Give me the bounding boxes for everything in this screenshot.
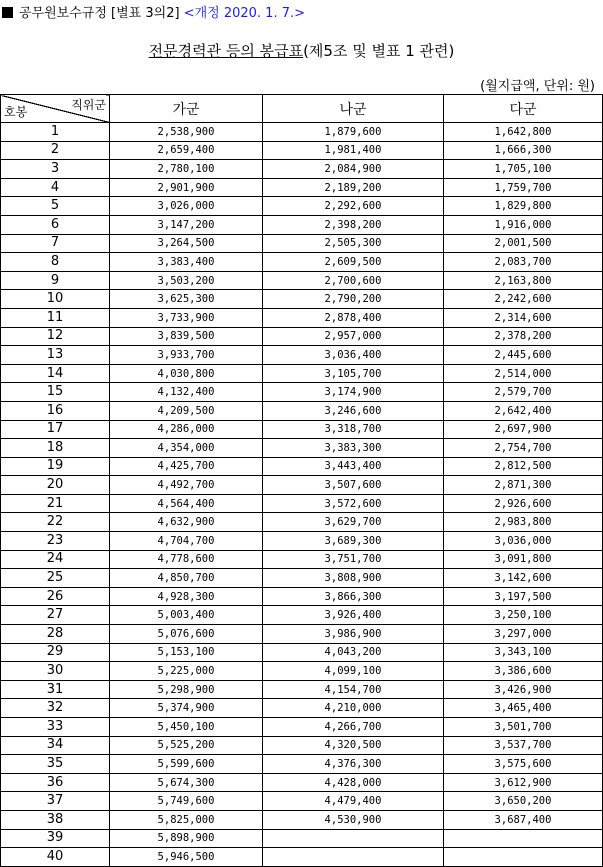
salary-cell: 5,374,900	[110, 699, 263, 718]
salary-cell: 2,780,100	[110, 160, 263, 179]
grade-cell: 35	[1, 755, 110, 774]
grade-cell: 37	[1, 792, 110, 811]
table-row	[1, 680, 603, 699]
grade-cell: 34	[1, 736, 110, 755]
salary-cell: 4,210,000	[263, 699, 444, 718]
salary-cell: 1,829,800	[444, 197, 603, 216]
table-row	[1, 141, 603, 160]
table-row	[1, 123, 603, 142]
salary-cell: 3,575,600	[444, 755, 603, 774]
salary-table-body	[1, 123, 603, 867]
salary-cell: 3,383,400	[110, 253, 263, 272]
salary-cell: 3,839,500	[110, 327, 263, 346]
salary-cell: 3,808,900	[263, 569, 444, 588]
salary-cell: 3,147,200	[110, 215, 263, 234]
salary-cell: 3,383,300	[263, 439, 444, 458]
salary-cell: 1,981,400	[263, 141, 444, 160]
table-row	[1, 643, 603, 662]
table-row	[1, 401, 603, 420]
table-row	[1, 569, 603, 588]
salary-cell: 5,898,900	[110, 829, 263, 848]
table-row	[1, 755, 603, 774]
grade-cell: 23	[1, 532, 110, 551]
grade-cell: 15	[1, 383, 110, 402]
salary-cell: 5,946,500	[110, 848, 263, 867]
table-row	[1, 215, 603, 234]
salary-cell: 2,505,300	[263, 234, 444, 253]
salary-cell: 2,445,600	[444, 346, 603, 365]
table-row	[1, 736, 603, 755]
table-row	[1, 234, 603, 253]
salary-cell: 3,733,900	[110, 308, 263, 327]
grade-cell: 18	[1, 439, 110, 458]
salary-cell: 2,754,700	[444, 439, 603, 458]
salary-cell: 4,286,000	[110, 420, 263, 439]
salary-cell: 4,428,000	[263, 773, 444, 792]
salary-cell: 2,659,400	[110, 141, 263, 160]
corner-header-cell	[1, 95, 110, 123]
grade-cell: 31	[1, 680, 110, 699]
salary-cell: 4,154,700	[263, 680, 444, 699]
salary-cell: 5,599,600	[110, 755, 263, 774]
salary-cell: 3,465,400	[444, 699, 603, 718]
table-row	[1, 513, 603, 532]
table-row	[1, 253, 603, 272]
grade-cell: 14	[1, 364, 110, 383]
table-row	[1, 383, 603, 402]
grade-cell: 8	[1, 253, 110, 272]
salary-cell: 4,850,700	[110, 569, 263, 588]
salary-cell: 2,083,700	[444, 253, 603, 272]
grade-cell: 27	[1, 606, 110, 625]
table-row	[1, 532, 603, 551]
page-title	[0, 40, 603, 61]
grade-cell: 36	[1, 773, 110, 792]
salary-cell: 3,687,400	[444, 810, 603, 829]
salary-cell: 4,354,000	[110, 439, 263, 458]
table-row	[1, 420, 603, 439]
salary-cell: 3,689,300	[263, 532, 444, 551]
salary-cell: 4,492,700	[110, 476, 263, 495]
grade-cell: 24	[1, 550, 110, 569]
grade-cell: 13	[1, 346, 110, 365]
salary-cell: 2,378,200	[444, 327, 603, 346]
salary-cell: 4,632,900	[110, 513, 263, 532]
table-row	[1, 494, 603, 513]
grade-cell: 12	[1, 327, 110, 346]
salary-cell: 3,386,600	[444, 662, 603, 681]
corner-top-label: 직위군	[71, 98, 106, 112]
salary-cell: 3,612,900	[444, 773, 603, 792]
salary-cell: 5,749,600	[110, 792, 263, 811]
salary-cell: 3,036,400	[263, 346, 444, 365]
grade-cell: 4	[1, 178, 110, 197]
grade-cell: 16	[1, 401, 110, 420]
table-row	[1, 587, 603, 606]
salary-cell: 4,564,400	[110, 494, 263, 513]
salary-cell: 3,026,000	[110, 197, 263, 216]
salary-cell: 5,298,900	[110, 680, 263, 699]
salary-cell: 4,376,300	[263, 755, 444, 774]
salary-cell: 5,003,400	[110, 606, 263, 625]
grade-cell: 30	[1, 662, 110, 681]
salary-cell: 2,579,700	[444, 383, 603, 402]
salary-cell: 3,866,300	[263, 587, 444, 606]
salary-cell: 3,933,700	[110, 346, 263, 365]
column-header-na: 나군	[263, 95, 444, 123]
table-row	[1, 792, 603, 811]
unit-note: (월지급액, 단위: 원)	[480, 79, 595, 94]
salary-table	[0, 94, 603, 867]
table-row	[1, 457, 603, 476]
salary-cell: 5,450,100	[110, 718, 263, 737]
regulation-name: 공무원보수규정	[19, 6, 107, 21]
table-row	[1, 625, 603, 644]
salary-cell: 3,507,600	[263, 476, 444, 495]
salary-cell: 3,986,900	[263, 625, 444, 644]
salary-cell: 3,426,900	[444, 680, 603, 699]
salary-cell: 3,343,100	[444, 643, 603, 662]
grade-cell: 38	[1, 810, 110, 829]
salary-cell: 3,264,500	[110, 234, 263, 253]
salary-cell: 3,174,900	[263, 383, 444, 402]
salary-cell: 2,538,900	[110, 123, 263, 142]
salary-cell: 2,609,500	[263, 253, 444, 272]
grade-cell: 26	[1, 587, 110, 606]
corner-bottom-label: 호봉	[4, 105, 28, 119]
salary-cell: 4,266,700	[263, 718, 444, 737]
grade-cell: 21	[1, 494, 110, 513]
salary-cell: 4,704,700	[110, 532, 263, 551]
grade-cell: 20	[1, 476, 110, 495]
table-row	[1, 178, 603, 197]
salary-cell: 1,759,700	[444, 178, 603, 197]
salary-cell: 3,250,100	[444, 606, 603, 625]
table-row	[1, 476, 603, 495]
salary-cell: 2,812,500	[444, 457, 603, 476]
salary-cell: 5,674,300	[110, 773, 263, 792]
salary-cell: 5,825,000	[110, 810, 263, 829]
table-row	[1, 197, 603, 216]
table-row	[1, 699, 603, 718]
salary-cell: 2,514,000	[444, 364, 603, 383]
grade-cell: 5	[1, 197, 110, 216]
grade-cell: 1	[1, 123, 110, 142]
table-header-row	[1, 95, 603, 123]
salary-cell: 4,099,100	[263, 662, 444, 681]
revision-note[interactable]: <개정 2020. 1. 7.>	[183, 6, 306, 21]
salary-cell: 2,901,900	[110, 178, 263, 197]
grade-cell: 2	[1, 141, 110, 160]
salary-cell: 3,501,700	[444, 718, 603, 737]
salary-cell: 3,142,600	[444, 569, 603, 588]
salary-cell: 2,189,200	[263, 178, 444, 197]
title-main: 전문경력관 등의 봉급표	[148, 42, 304, 60]
grade-cell: 17	[1, 420, 110, 439]
grade-cell: 40	[1, 848, 110, 867]
salary-cell: 3,537,700	[444, 736, 603, 755]
grade-cell: 19	[1, 457, 110, 476]
table-row	[1, 662, 603, 681]
salary-cell: 2,398,200	[263, 215, 444, 234]
salary-cell: 2,790,200	[263, 290, 444, 309]
table-row	[1, 327, 603, 346]
salary-cell: 5,153,100	[110, 643, 263, 662]
salary-cell: 3,625,300	[110, 290, 263, 309]
grade-cell: 10	[1, 290, 110, 309]
salary-cell: 3,751,700	[263, 550, 444, 569]
salary-cell	[263, 829, 444, 848]
table-row	[1, 160, 603, 179]
salary-cell: 4,778,600	[110, 550, 263, 569]
document-header	[2, 2, 305, 21]
salary-cell: 2,314,600	[444, 308, 603, 327]
salary-cell: 2,957,000	[263, 327, 444, 346]
salary-cell: 3,318,700	[263, 420, 444, 439]
salary-cell: 4,479,400	[263, 792, 444, 811]
annex-label: [별표 3의2]	[111, 6, 180, 21]
salary-cell: 1,705,100	[444, 160, 603, 179]
salary-cell: 4,425,700	[110, 457, 263, 476]
salary-cell: 3,503,200	[110, 271, 263, 290]
salary-cell: 4,928,300	[110, 587, 263, 606]
salary-cell: 2,084,900	[263, 160, 444, 179]
salary-cell: 5,525,200	[110, 736, 263, 755]
salary-cell: 1,666,300	[444, 141, 603, 160]
grade-cell: 3	[1, 160, 110, 179]
salary-cell: 3,297,000	[444, 625, 603, 644]
grade-cell: 39	[1, 829, 110, 848]
grade-cell: 11	[1, 308, 110, 327]
table-row	[1, 346, 603, 365]
salary-cell: 2,163,800	[444, 271, 603, 290]
salary-cell: 2,642,400	[444, 401, 603, 420]
salary-cell: 2,871,300	[444, 476, 603, 495]
salary-cell: 3,443,400	[263, 457, 444, 476]
salary-cell: 2,700,600	[263, 271, 444, 290]
table-row	[1, 606, 603, 625]
salary-cell: 2,292,600	[263, 197, 444, 216]
table-row	[1, 439, 603, 458]
grade-cell: 6	[1, 215, 110, 234]
table-row	[1, 718, 603, 737]
salary-cell: 1,916,000	[444, 215, 603, 234]
title-suffix: (제5조 및 별표 1 관련)	[303, 42, 455, 60]
salary-cell: 2,242,600	[444, 290, 603, 309]
grade-cell: 32	[1, 699, 110, 718]
table-row	[1, 308, 603, 327]
salary-cell: 3,036,000	[444, 532, 603, 551]
salary-cell: 5,225,000	[110, 662, 263, 681]
salary-cell: 4,320,500	[263, 736, 444, 755]
grade-cell: 7	[1, 234, 110, 253]
grade-cell: 33	[1, 718, 110, 737]
salary-cell: 3,926,400	[263, 606, 444, 625]
salary-cell: 1,879,600	[263, 123, 444, 142]
salary-cell: 2,001,500	[444, 234, 603, 253]
salary-cell: 3,572,600	[263, 494, 444, 513]
salary-cell: 3,629,700	[263, 513, 444, 532]
black-square-icon	[2, 7, 13, 18]
table-row	[1, 364, 603, 383]
table-row	[1, 773, 603, 792]
salary-cell: 3,246,600	[263, 401, 444, 420]
column-header-ga: 가군	[110, 95, 263, 123]
grade-cell: 29	[1, 643, 110, 662]
salary-cell: 4,209,500	[110, 401, 263, 420]
salary-cell: 4,530,900	[263, 810, 444, 829]
salary-cell: 2,697,900	[444, 420, 603, 439]
grade-cell: 28	[1, 625, 110, 644]
grade-cell: 22	[1, 513, 110, 532]
table-row	[1, 829, 603, 848]
table-row	[1, 290, 603, 309]
salary-cell: 3,091,800	[444, 550, 603, 569]
salary-cell: 3,105,700	[263, 364, 444, 383]
salary-cell: 1,642,800	[444, 123, 603, 142]
grade-cell: 25	[1, 569, 110, 588]
salary-cell: 3,197,500	[444, 587, 603, 606]
salary-cell: 2,926,600	[444, 494, 603, 513]
salary-cell: 4,043,200	[263, 643, 444, 662]
salary-cell: 4,030,800	[110, 364, 263, 383]
salary-cell	[444, 829, 603, 848]
salary-cell: 5,076,600	[110, 625, 263, 644]
column-header-da: 다군	[444, 95, 603, 123]
table-row	[1, 810, 603, 829]
table-row	[1, 550, 603, 569]
salary-cell: 4,132,400	[110, 383, 263, 402]
salary-cell: 2,878,400	[263, 308, 444, 327]
table-row	[1, 271, 603, 290]
salary-cell: 3,650,200	[444, 792, 603, 811]
salary-cell: 2,983,800	[444, 513, 603, 532]
grade-cell: 9	[1, 271, 110, 290]
